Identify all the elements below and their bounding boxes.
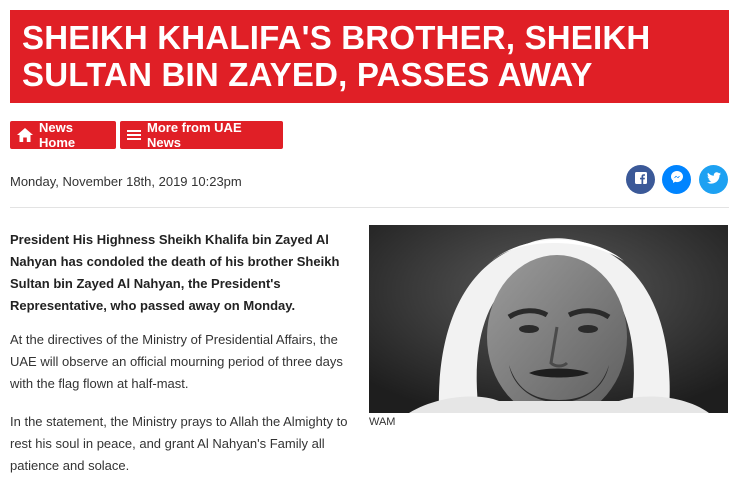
news-home-button[interactable] [10, 121, 116, 149]
facebook-icon [635, 171, 647, 189]
headline-banner [10, 10, 729, 103]
messenger-icon [670, 170, 684, 189]
photo-caption: WAM [369, 416, 396, 428]
more-uae-news-button[interactable] [120, 121, 283, 149]
news-home-label: News Home [39, 120, 76, 150]
menu-icon [127, 129, 141, 141]
header-divider [10, 207, 729, 208]
article-photo [369, 225, 728, 413]
home-icon [17, 128, 33, 142]
more-uae-news-label: More from UAE News [147, 120, 242, 150]
share-twitter-button[interactable] [699, 165, 728, 194]
article-paragraph-1: At the directives of the Ministry of Presidential Affairs, the UAE will observe an official mourning period of three days with the flag flown at half-mast. [10, 332, 343, 391]
share-messenger-button[interactable] [662, 165, 691, 194]
article-paragraph-2: In the statement, the Ministry prays to Allah the Almighty to rest his soul in peace, and grant Al Nahyan's Family all patience and solace. [10, 414, 348, 473]
article-lead: President His Highness Sheikh Khalifa bin Zayed Al Nahyan has condoled the death of his brother Sheikh Sultan bin Zayed Al Nahyan, the President's Representative, who passed away on Monday. [10, 232, 340, 313]
twitter-icon [707, 171, 721, 189]
publish-date: Monday, November 18th, 2019 10:23pm [10, 174, 242, 189]
share-facebook-button[interactable] [626, 165, 655, 194]
article-title: SHEIKH KHALIFA'S BROTHER, SHEIKH SULTAN BIN ZAYED, PASSES AWAY [22, 19, 651, 93]
